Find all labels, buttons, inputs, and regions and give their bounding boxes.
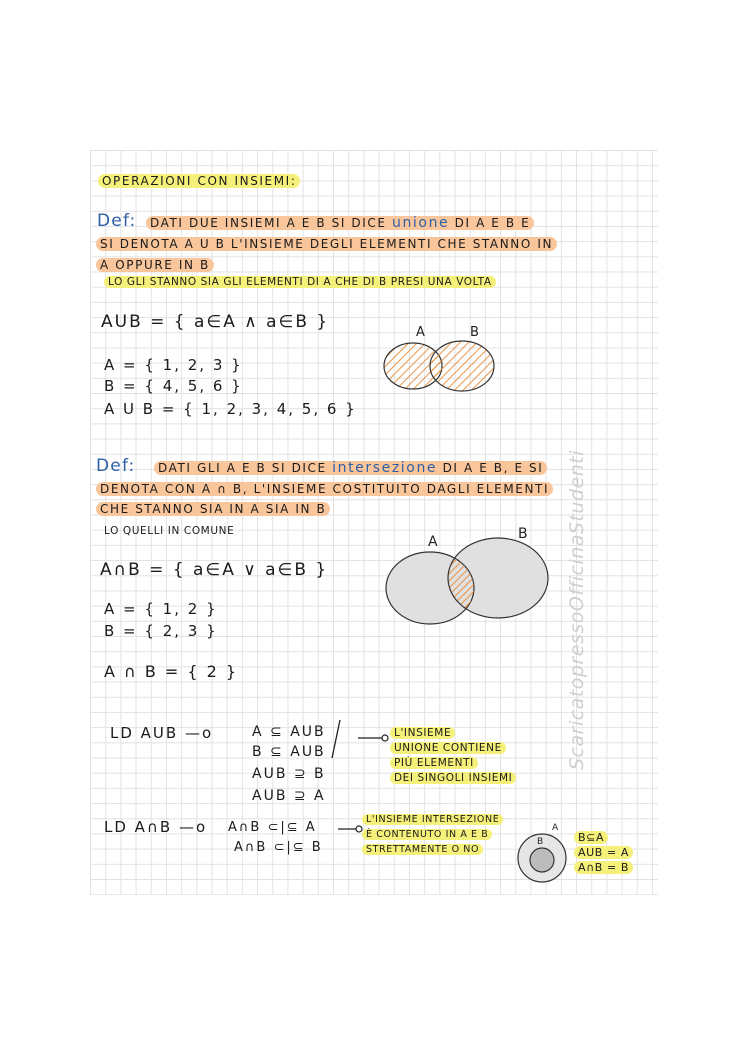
union-formula: AUB = { a∈A ∧ a∈B } bbox=[101, 312, 330, 332]
union-def-line-1 bbox=[146, 215, 534, 231]
subset-label-b: B bbox=[537, 837, 544, 847]
intersection-note-line-2: È CONTENUTO IN A E B bbox=[362, 829, 492, 840]
union-venn-label-a: A bbox=[416, 325, 425, 340]
intersection-note-line-3: STRETTAMENTE O NO bbox=[362, 844, 483, 855]
union-def-label: Def: bbox=[97, 211, 137, 231]
union-note-line-3: PIÙ ELEMENTI bbox=[390, 757, 478, 769]
union-properties-note bbox=[390, 726, 516, 786]
union-note-line-1: L'INSIEME bbox=[390, 727, 455, 739]
intersection-def-line-1-pre: DATI GLI A E B SI DICE bbox=[158, 461, 333, 475]
page-title-text: OPERAZIONI CON INSIEMI: bbox=[98, 174, 300, 188]
intersection-def-label: Def: bbox=[96, 456, 136, 476]
intersection-properties-note bbox=[362, 812, 503, 857]
subset-case-2: AUB = A bbox=[574, 846, 633, 859]
intersection-note bbox=[104, 525, 234, 537]
intersection-example-b: B = { 2, 3 } bbox=[104, 622, 218, 640]
union-property-4: AUB ⊇ A bbox=[252, 788, 326, 804]
intersection-example-a: A = { 1, 2 } bbox=[104, 600, 218, 618]
union-properties-arrow bbox=[330, 718, 392, 762]
union-def-line-3-text: A OPPURE IN B bbox=[96, 258, 214, 272]
union-note-text: LO GLI STANNO SIA GLI ELEMENTI DI A CHE DI B PRESI UNA VOLTA bbox=[104, 276, 496, 288]
intersection-example-result: A ∩ B = { 2 } bbox=[104, 662, 239, 681]
intersection-properties-arrow bbox=[338, 822, 364, 836]
intersection-note-text: LO QUELLI IN COMUNE bbox=[104, 525, 235, 537]
union-example-result: A U B = { 1, 2, 3, 4, 5, 6 } bbox=[104, 400, 357, 418]
subset-label-a: A bbox=[552, 823, 559, 833]
union-set-b-ellipse bbox=[430, 341, 494, 391]
intersection-venn-label-a: A bbox=[428, 534, 438, 550]
union-note-line-4: DEI SINGOLI INSIEMI bbox=[390, 772, 516, 784]
intersection-def-line-3 bbox=[96, 502, 330, 516]
union-def-line-1-pre: DATI DUE INSIEMI A E B SI DICE bbox=[150, 216, 392, 230]
union-def-line-1-post: DI A E B E bbox=[449, 216, 531, 230]
union-venn-diagram bbox=[380, 320, 500, 400]
union-venn-label-b: B bbox=[470, 325, 479, 340]
union-term: unione bbox=[391, 215, 450, 231]
intersection-def-line-1 bbox=[154, 460, 547, 476]
intersection-term: intersezione bbox=[332, 460, 438, 476]
union-example-a: A = { 1, 2, 3 } bbox=[104, 356, 243, 374]
union-def-line-2 bbox=[96, 237, 557, 251]
union-note-line-2: UNIONE CONTIENE bbox=[390, 742, 506, 754]
intersection-def-line-1-post: DI A E B, E SI bbox=[437, 461, 544, 475]
watermark: ScaricatopressoOfficinaStudenti bbox=[566, 450, 588, 770]
union-note bbox=[104, 276, 496, 288]
intersection-venn-label-b: B bbox=[518, 526, 528, 542]
union-properties-head: LD AUB —o bbox=[110, 724, 214, 742]
subset-case-1: B⊆A bbox=[574, 831, 608, 844]
page-title bbox=[98, 174, 300, 188]
intersection-properties-head: LD A∩B —o bbox=[104, 818, 208, 836]
intersection-def-line-2-text: DENOTA CON A ∩ B, L'INSIEME COSTITUITO DAGLI ELEMENTI bbox=[96, 482, 553, 496]
subset-venn-diagram bbox=[514, 820, 574, 884]
intersection-def-line-2 bbox=[96, 482, 553, 496]
subset-case-3: A∩B = B bbox=[574, 861, 633, 874]
subset-set-b-circle bbox=[530, 848, 554, 872]
intersection-def-line-3-text: CHE STANNO SIA IN A SIA IN B bbox=[96, 502, 330, 516]
union-property-1: A ⊆ AUB bbox=[252, 724, 326, 740]
union-property-3: AUB ⊇ B bbox=[252, 766, 326, 782]
intersection-venn-diagram bbox=[382, 520, 552, 630]
intersection-formula: A∩B = { a∈A ∨ a∈B } bbox=[100, 560, 329, 580]
union-example-b: B = { 4, 5, 6 } bbox=[104, 377, 243, 395]
union-def-line-2-text: SI DENOTA A U B L'INSIEME DEGLI ELEMENTI CHE STANNO IN bbox=[96, 237, 557, 251]
intersection-property-2: A∩B ⊂|⊆ B bbox=[234, 840, 323, 855]
union-def-line-3 bbox=[96, 258, 214, 272]
intersection-property-1: A∩B ⊂|⊆ A bbox=[228, 820, 317, 835]
subset-cases bbox=[574, 830, 633, 875]
intersection-note-line-1: L'INSIEME INTERSEZIONE bbox=[362, 814, 503, 825]
union-property-2: B ⊆ AUB bbox=[252, 744, 326, 760]
